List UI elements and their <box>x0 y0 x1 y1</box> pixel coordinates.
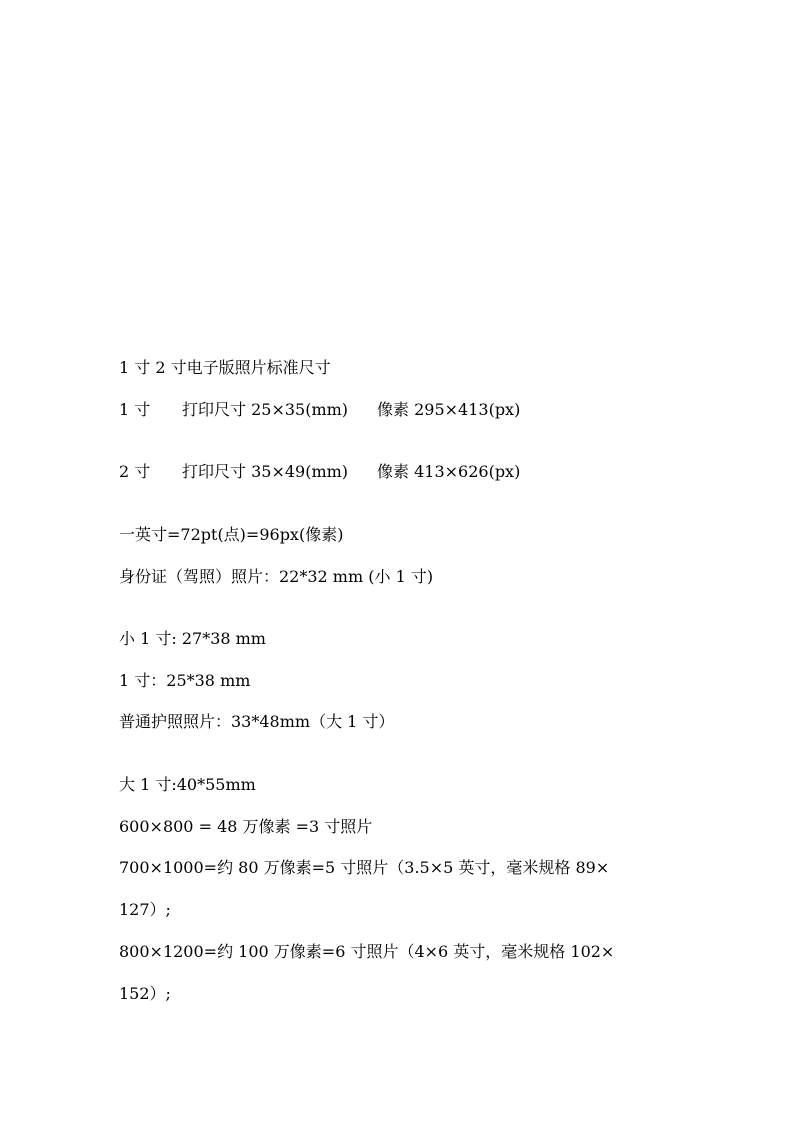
size-row-1-inch <box>119 400 520 420</box>
id-card-photo-line: 身份证（驾照）照片：22*32 mm (小 1 寸) <box>119 567 434 586</box>
document-title: 1 寸 2 寸电子版照片标准尺寸 <box>119 358 331 377</box>
5-inch-photo-line-continued: 127）; <box>119 900 171 919</box>
inch-conversion-line: 一英寸=72pt(点)=96px(像素) <box>119 525 344 544</box>
size-label: 2 寸 <box>119 462 151 481</box>
passport-photo-line: 普通护照照片：33*48mm（大 1 寸） <box>119 712 395 731</box>
print-size: 打印尺寸 35×49(mm) <box>182 462 349 481</box>
small-1-inch-line: 小 1 寸: 27*38 mm <box>119 629 266 648</box>
6-inch-photo-line-continued: 152）; <box>119 984 171 1003</box>
size-row-2-inch <box>119 462 520 482</box>
size-label: 1 寸 <box>119 400 151 419</box>
print-size: 打印尺寸 25×35(mm) <box>182 400 349 419</box>
5-inch-photo-line: 700×1000=约 80 万像素=5 寸照片（3.5×5 英寸，毫米规格 89× <box>119 858 610 877</box>
pixel-size: 像素 295×413(px) <box>377 400 521 419</box>
pixel-size: 像素 413×626(px) <box>377 462 521 481</box>
6-inch-photo-line: 800×1200=约 100 万像素=6 寸照片（4×6 英寸，毫米规格 102× <box>119 942 615 961</box>
3-inch-photo-line: 600×800 = 48 万像素 =3 寸照片 <box>119 817 373 836</box>
large-1-inch-line: 大 1 寸:40*55mm <box>119 775 256 794</box>
1-inch-line: 1 寸：25*38 mm <box>119 671 251 690</box>
